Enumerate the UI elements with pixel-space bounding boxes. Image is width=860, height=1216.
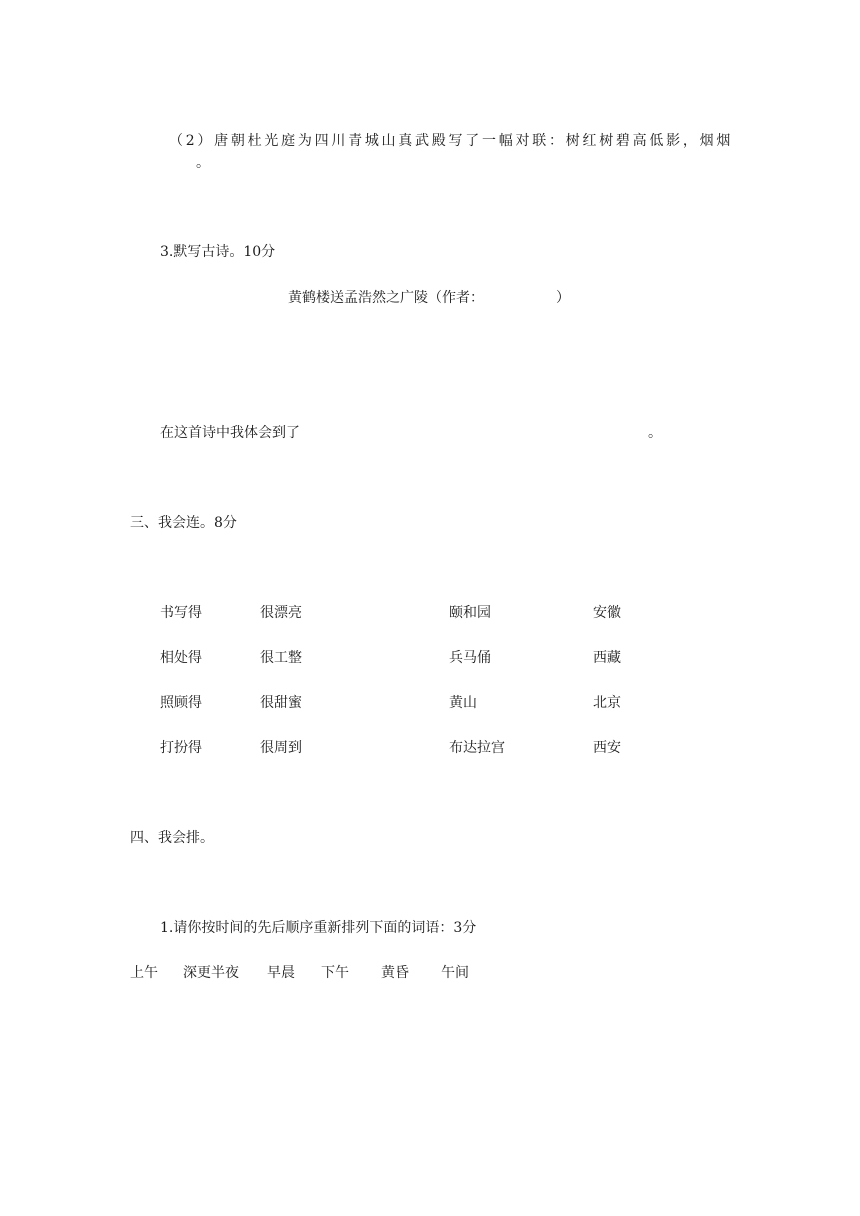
ordering-word: 上午 [130,965,158,981]
poem-title: 黄鹤楼送孟浩然之广陵（作者： [288,290,484,306]
reflection-line [160,423,662,443]
poem-title-close: ） [556,290,570,306]
match-col2-item[interactable]: 很漂亮 [260,605,302,621]
match-col3-item[interactable]: 布达拉宫 [449,740,505,756]
match-col4-item[interactable]: 安徽 [593,605,621,621]
reflection-text: 在这首诗中我体会到了 [160,425,300,441]
ordering-question-heading: 1.请你按时间的先后顺序重新排列下面的词语：3分 [160,920,477,936]
match-col3-item[interactable]: 兵马俑 [449,650,491,666]
couplet-label: （2） [169,133,215,149]
section4-heading: 四、我会排。 [130,830,214,846]
couplet-question [130,130,732,174]
section3-heading: 三、我会连。8分 [130,515,237,531]
match-col2-item[interactable]: 很周到 [260,740,302,756]
ordering-word: 黄昏 [381,965,409,981]
match-col4-item[interactable]: 西藏 [593,650,621,666]
reflection-end: 。 [648,425,662,441]
match-col1-item[interactable]: 相处得 [160,650,202,666]
match-col4-item[interactable]: 北京 [593,695,621,711]
match-col1-item[interactable]: 书写得 [160,605,202,621]
match-col2-item[interactable]: 很甜蜜 [260,695,302,711]
ordering-word: 早晨 [267,965,295,981]
couplet-end: 。 [196,155,212,171]
poem-title-line [288,288,570,308]
poem-question-heading: 3.默写古诗。10分 [160,244,276,260]
match-col3-item[interactable]: 黄山 [449,695,477,711]
ordering-word: 下午 [321,965,349,981]
match-col4-item[interactable]: 西安 [593,740,621,756]
couplet-text: 唐朝杜光庭为四川青城山真武殿写了一幅对联：树红树碧高低影，烟烟 [214,133,732,149]
match-col2-item[interactable]: 很工整 [260,650,302,666]
match-col1-item[interactable]: 照顾得 [160,695,202,711]
match-col1-item[interactable]: 打扮得 [160,740,202,756]
match-col3-item[interactable]: 颐和园 [449,605,491,621]
ordering-word: 深更半夜 [183,965,239,981]
ordering-word: 午间 [441,965,469,981]
